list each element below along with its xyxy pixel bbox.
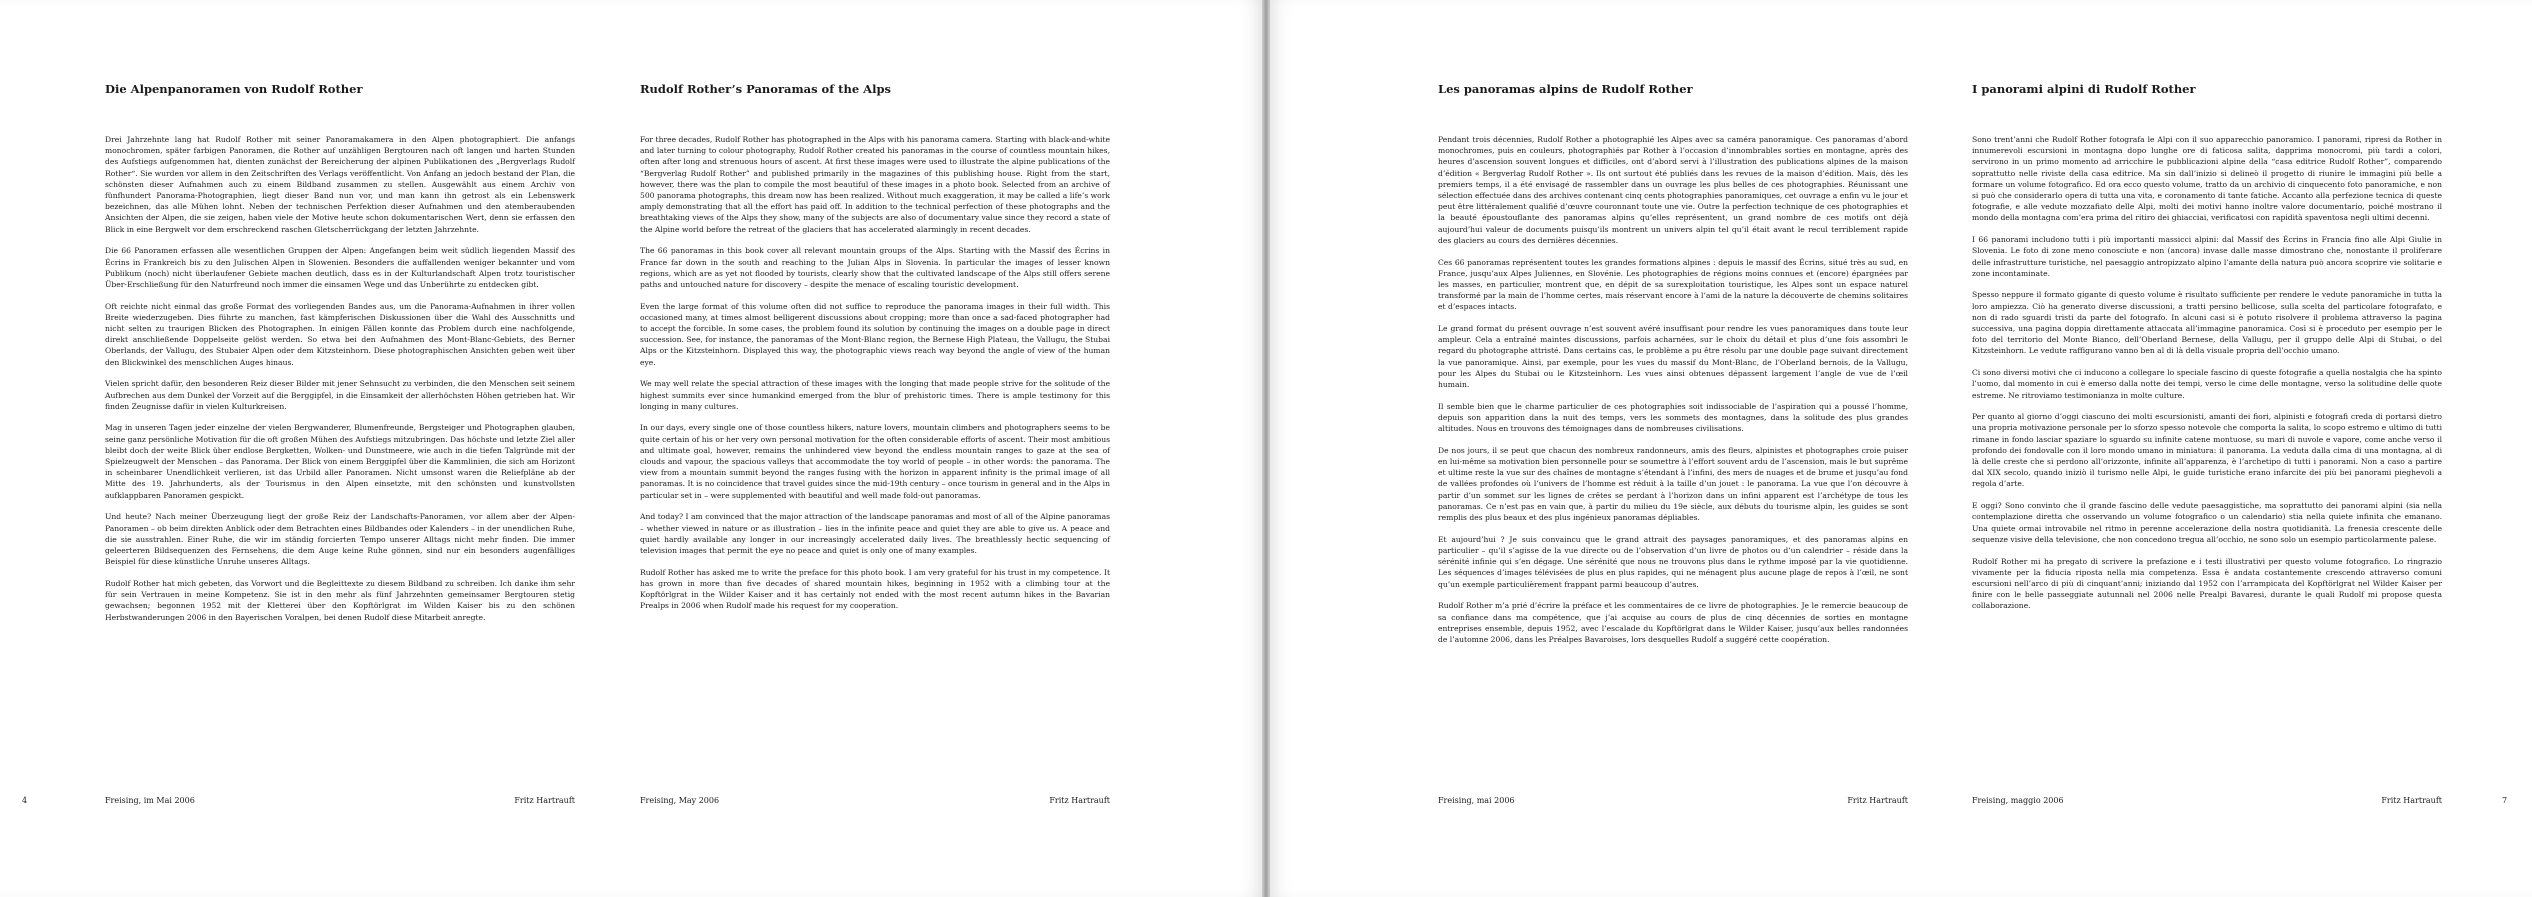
author: Fritz Hartrauft (1049, 796, 1110, 805)
author: Fritz Hartrauft (2381, 796, 2442, 805)
paragraph: We may well relate the special attraction of these images with the longing that made people strive for the solitude of the highest summits ever since humankind emerged from the blur of prehistoric times. There is ample testimony for this longing in many cultures. (640, 379, 1110, 411)
paragraph: De nos jours, il se peut que chacun des nombreux randonneurs, amis des fleurs, alpinistes et photographes croie puiser en lui-même sa motivation bien personnelle pour se soumettre à l’effort souvent ardu de l’ascension, mais le but suprême et ultime reste la vue sur des chaînes de montagne s’étendant à l’infini, des mers de nuages et de brume et jusqu’au fond de vallées profondes où l’univers de l’homme est réduit à la taille d’un jouet : le panorama. La vue que l’on découvre à partir d’un sommet sur les lignes de crêtes se perdant à l’horizon dans un infini apparent est l’archétype de tous les panoramas. Ce n’est pas en vain que, à partir du milieu du 19e siècle, aux débuts du tourisme alpin, les guides se sont remplis des plus beaux et des plus ingénieux panoramas dépliables. (1438, 445, 1908, 523)
paragraph: Vielen spricht dafür, den besonderen Reiz dieser Bilder mit jener Sehnsucht zu verbinden, die den Menschen seit seinem Aufbrechen aus dem Dunkel der Vorzeit auf die Berggipfel, in die Einsamkeit der allerhöchsten Höhen getrieben hat. Wir finden Zeugnisse dafür in vielen Kulturkreisen. (105, 379, 575, 411)
paragraph: Even the large format of this volume often did not suffice to reproduce the panorama images in their full width. This occasioned many, at times almost belligerent discussions about cropping; more than once a sad-faced photographer had to accept the forcible. In some cases, the problem found its solution by continuing the images on a double page in direct succession. See, for instance, the panoramas of the Mont-Blanc region, the Bernese High Plateau, the Vallugu, the Stubai Alps or the Kitzsteinhorn. Displayed this way, the photographic views reach way beyond the angle of view of the human eye. (640, 301, 1110, 367)
right-page (1266, 0, 2532, 897)
paragraph: E oggi? Sono convinto che il grande fascino delle vedute paesaggistiche, ma soprattutto dei panorami alpini (sia nella contemplazione diretta che osservando un volume fotografico o un calendario) stia nella quiete infinita che emanano. Una quiete ormai introvabile nel ritmo in perenne accelerazione della nostra quotidianità. La frenesia crescente delle sequenze visive della televisione, che non concedono tregua all’occhio, ne sono solo un esempio particolarmente palese. (1972, 501, 2442, 544)
paragraph: Spesso neppure il formato gigante di questo volume è risultato sufficiente per rendere le vedute panoramiche in tutta la loro ampiezza. Ciò ha generato diverse discussioni, a tratti persino bellicose, sulla scelta del particolare fotografato, e non di rado sguardi tristi da parte del fotografo. In alcuni casi si è potuto risolvere il problema attraverso la pagina successiva, una pagina doppia direttamente attaccata all’immagine panoramica. Così si è proceduto per esempio per le foto del territorio del Monte Bianco, dell’Oberland Bernese, della Vallugu, per il gruppo delle Alpi di Stubai, o del Kitzsteinhorn. Le vedute raffigurano vanno ben al di là della visuale propria dell’occhio umano. (1972, 290, 2442, 356)
column-title: Les panoramas alpins de Rudolf Rother (1438, 82, 1693, 96)
place-date: Freising, im Mai 2006 (105, 796, 195, 805)
column-french (1438, 82, 1908, 656)
author: Fritz Hartrauft (514, 796, 575, 805)
author: Fritz Hartrauft (1847, 796, 1908, 805)
paragraph: Il semble bien que le charme particulier de ces photographies soit indissociable de l’aspiration qui a poussé l’homme, depuis son apparition dans la nuit des temps, vers les sommets des montagnes, dans la solitude des plus grandes altitudes. Nous en trouvons des témoignages dans de nombreuses civilisations. (1438, 401, 1908, 434)
signature-line-italian (1972, 796, 2442, 805)
column-italian (1972, 82, 2442, 622)
paragraph: Ces 66 panoramas représentent toutes les grandes formations alpines : depuis le massif des Écrins, situé très au sud, en France, jusqu’aux Alpes Juliennes, en Slovénie. Les photographies de régions moins connues et (encore) épargnées par les masses, en particulier, montrent que, en dépit de sa surexploitation touristique, les Alpes sont un espace naturel transformé par la main de l’homme certes, mais réservant encore à l’ami de la nature la découverte de chemins solitaires et d’espaces intacts. (1438, 257, 1908, 312)
paragraph: Rudolf Rother mi ha pregato di scrivere la prefazione e i testi illustrativi per questo volume fotografico. Lo ringrazio vivamente per la fiducia riposta nella mia competenza. Essa è andata costantemente crescendo attraverso comuni escursioni nell’arco di più di cinquant’anni; iniziando dal 1952 con l’arrampicata del Kopftörlgrat nel Wilder Kaiser per finire con le belle passeggiate autunnali nel 2006 nelle Prealpi Bavaresi, durante le quali Rudolf mi propose questa collaborazione. (1972, 556, 2442, 611)
paragraph: For three decades, Rudolf Rother has photographed in the Alps with his panorama camera. Starting with black-and-white and later turning to colour photography, Rudolf Rother created his panoramas in the course of countless mountain hikes, often after long and strenuous hours of ascent. At first these images were used to illustrate the alpine publications of the “Bergverlag Rudolf Rother” and published primarily in the magazines of this publishing house. Right from the start, however, there was the plan to compile the most beautiful of these images in a photo book. Selected from an archive of 500 panorama photographs, this dream now has been realized. Without much exaggeration, it may be called a life’s work amply demonstrating that all the effort has paid off. In addition to the technical perfection of these photographs and the breathtaking views of the Alps they show, many of the subjects are also of documentary value since they record a state of the Alpine world before the retreat of the glaciers that has accelerated alarmingly in recent decades. (640, 135, 1110, 234)
paragraph: Le grand format du présent ouvrage n’est souvent avéré insuffisant pour rendre les vues panoramiques dans toute leur ampleur. Cela a entraîné maintes discussions, parfois acharnées, sur le choix du détail et plus d’une fois assombri le regard du photographe attristé. Dans certains cas, le problème a pu être résolu par une double page suivant directement la vue panoramique. Ainsi, par exemple, pour les vues du massif du Mont-Blanc, de l’Oberland bernois, de la Vallugu, pour les Alpes du Stubai ou le Kitzsteinhorn. Les vues ainsi obtenues dépassent largement l’angle de vue de l’œil humain. (1438, 324, 1908, 390)
column-german (105, 82, 575, 633)
place-date: Freising, maggio 2006 (1972, 796, 2064, 805)
paragraph: Rudolf Rother m’a prié d’écrire la préface et les commentaires de ce livre de photographies. Je le remercie beaucoup de sa confiance dans ma compétence, que j’ai acquise au cours de plus de cinq décennies de sorties en montagne entreprises ensemble, depuis 1952, avec l’escalade du Kopftörlgrat dans le Wilder Kaiser, jusqu’aux belles randonnées de l’automne 2006, dans les Préalpes Bavaroises, lors desquelles Rudolf a suggéré cette coopération. (1438, 601, 1908, 644)
paragraph: Die 66 Panoramen erfassen alle wesentlichen Gruppen der Alpen: Angefangen beim weit südlich liegenden Massif des Écrins in Frankreich bis zu den Julischen Alpen in Slowenien. Besonders die auffallenden weniger bekannter und vom Publikum (noch) nicht überlaufener Gebiete machen deutlich, dass es in der Kulturlandschaft Alpen trotz touristischer Über-Erschließung für den Naturfreund noch immer die einsamen Wege und das Unberührte zu entdecken gibt. (105, 246, 575, 289)
paragraph: Pendant trois décennies, Rudolf Rother a photographié les Alpes avec sa caméra panoramique. Ces panoramas d’abord monochromes, puis en couleurs, photographiés par Rother à l’occasion d’innombrables sorties en montagne, après des heures d’ascension souvent longues et difficiles, ont d’abord servi à l’illustration des publications alpines de la maison d’édition « Bergverlag Rudolf Rother ». Ils ont surtout été publiés dans les revues de la maison d’édition. Mais, dès les premiers temps, il a été envisagé de rassembler dans un ouvrage les plus belles de ces photographies. Réunissant une sélection effectuée dans des archives contenant cinq cents photographies panoramiques, cet ouvrage a enfin vu le jour et peut être littéralement qualifié d’œuvre couronnant toute une vie. Outre la perfection technique de ces photographies et la beauté époustouflante des panoramas alpins qu’elles représentent, un grand nombre de ces motifs ont déjà aujourd’hui valeur de documents puisqu’ils montrent un univers alpin tel qu’il était avant le recul terriblement rapide des glaciers au cours des dernières décennies. (1438, 135, 1908, 245)
column-title: I panorami alpini di Rudolf Rother (1972, 82, 2196, 96)
paragraph: Et aujourd’hui ? Je suis convaincu que le grand attrait des paysages panoramiques, et des panoramas alpins en particulier – qu’il s’agisse de la vue directe ou de l’observation d’un livre de photos ou d’un calendrier – réside dans la sérénité infinie qui s’en dégage. Une sérénité que nous ne trouvons plus dans le rythme imposé par la vie quotidienne. Les séquences d’images télévisées de plus en plus rapides, qui ne ménagent plus aucune plage de repos à l’œil, ne sont qu’un exemple particulièrement frappant parmi beaucoup d’autres. (1438, 534, 1908, 589)
book-gutter (1262, 0, 1270, 897)
signature-line-french (1438, 796, 1908, 805)
paragraph: Oft reichte nicht einmal das große Format des vorliegenden Bandes aus, um die Panorama-Aufnahmen in ihrer vollen Breite wiederzugeben. Dies führte zu manchen, fast kämpferischen Diskussionen über die Wahl des Ausschnitts und nicht selten zu traurigen Blicken des Photographen. In einigen Fällen konnte das Problem durch eine nachfolgende, direkt anschließende Doppelseite gelöst werden. So etwa bei den Aufnahmen des Mont-Blanc-Gebiets, des Berner Oberlands, der Vallugu, des Stubaier Alpen oder dem Kitzsteinhorn. Diese photographischen Ansichten geben weit über den Blickwinkel des menschlichen Auges hinaus. (105, 301, 575, 367)
paragraph: The 66 panoramas in this book cover all relevant mountain groups of the Alps. Starting with the Massif des Écrins in France far down in the south and reaching to the Julian Alps in Slovenia. In particular the images of lesser known regions, which are as yet not flooded by tourists, clearly show that the cultivated landscape of the Alps still offers serene paths and untouched nature for discovery – despite the menace of escaling touristic development. (640, 246, 1110, 289)
paragraph: Drei Jahrzehnte lang hat Rudolf Rother mit seiner Panoramakamera in den Alpen photographiert. Die anfangs monochromen, später farbigen Panoramen, die Rother auf unzähligen Bergtouren nach oft langen und harten Stunden des Aufstiegs aufgenommen hat, dienten zunächst der Bereicherung der alpinen Publikationen des „Bergverlags Rudolf Rother“. Sie wurden vor allem in den Zeitschriften des Verlags veröffentlicht. Von Anfang an jedoch bestand der Plan, die schönsten dieser Aufnahmen auch zu einem Bildband zusammen zu stellen. Ausgewählt aus einem Archiv von fünfhundert Panorama-Photographien, liegt dieser Band nun vor, und man kann ihn getrost als ein Lebenswerk bezeichnen, das alle Mühen lohnt. Neben der technischen Perfektion dieser Aufnahmen und den atemberaubenden Ansichten der Alpen, die sie zeigen, haben viele der Motive heute schon dokumentarischen Wert, denn sie erfassen den Blick in eine Bergwelt vor dem erschreckend raschen Gletscherrückgang der letzten Jahrzehnte. (105, 135, 575, 234)
paragraph: Rudolf Rother has asked me to write the preface for this photo book. I am very grateful for his trust in my competence. It has grown in more than five decades of shared mountain hikes, beginning in 1952 with a climbing tour at the Kopftörlgrat in the Wilder Kaiser and it has certainly not ended with the most recent autumn hikes in the Bavarian Prealps in 2006 when Rudolf made his request for my cooperation. (640, 567, 1110, 611)
paragraph: I 66 panorami includono tutti i più importanti massicci alpini: dal Massif des Écrins in Francia fino alle Alpi Giulie in Slovenia. Le foto di zone meno conosciute e non (ancora) invase dalle masse dimostrano che, nonostante il proliferare delle infrastrutture turistiche, nel paesaggio antropizzato alpino l’amante della natura può ancora scoprire vie solitarie e zone incontaminate. (1972, 235, 2442, 278)
paragraph: In our days, every single one of those countless hikers, nature lovers, mountain climbers and photographers seems to be quite certain of his or her very own personal motivation for the often considerable efforts of ascent. Their most ambitious and ultimate goal, however, remains the unhindered view beyond the endless mountain ranges to gaze at the sea of clouds and vapour, the spacious valleys that accommodate the toy world of people – in other words: the panorama. The view from a mountain summit beyond the ranges fusing with the horizon in apparent infinity is the primal image of all panoramas. It is no coincidence that travel guides since the mid-19th century – once tourism in general and in the Alps in particular set in – were supplemented with beautiful and well made fold-out panoramas. (640, 423, 1110, 500)
paragraph: Und heute? Nach meiner Überzeugung liegt der große Reiz der Landschafts-Panoramen, vor allem aber der Alpen-Panoramen – ob beim direkten Anblick oder dem Betrachten eines Bildbandes oder Kalenders – in der unendlichen Ruhe, die sie ausstrahlen. Einer Ruhe, die wir im ständig forcierten Tempo unserer Alltags nicht mehr finden. Die immer geleerteren Bildsequenzen des Fernsehens, die dem Auge keine Ruhe gönnen, sind nur ein besonders augenfälliges Beispiel für diese künstliche Unruhe unseres Alltags. (105, 512, 575, 567)
paragraph: Rudolf Rother hat mich gebeten, das Vorwort und die Begleittexte zu diesem Bildband zu schreiben. Ich danke ihm sehr für sein Vertrauen in meine Kompetenz. Sie ist in den mehr als fünf Jahrzehnten gemeinsamer Bergtouren stetig gewachsen; begonnen 1952 mit der Kletterei über den Kopftörlgrat im Wilden Kaiser bis zu den schönen Herbstwanderungen 2006 in den Bayerischen Voralpen, bei denen Rudolf diese Mitarbeit anregte. (105, 578, 575, 622)
paragraph: Mag in unseren Tagen jeder einzelne der vielen Bergwanderer, Blumenfreunde, Bergsteiger und Photographen glauben, seine ganz persönliche Motivation für die oft großen Mühen des Aufstiegs mitzubringen. Das höchste und letzte Ziel aller bleibt doch der weite Blick über endlose Bergketten, Wolken- und Dunstmeere, wie auch in die tiefen Talgründe mit der Spielzeugwelt der Menschen – das Panorama. Der Blick von einem Berggipfel über die Kammlinien, die sich am Horizont in scheinbarer Unendlichkeit verlieren, ist das Urbild aller Panoramen. Nicht umsonst waren die Reliefpläne ab der Mitte des 19. Jahrhunderts, als der Tourismus in den Alpen einsetzte, mit den schönsten und kunstvollsten aufklappbaren Panoramen gespickt. (105, 423, 575, 500)
signature-line-english (640, 796, 1110, 805)
place-date: Freising, May 2006 (640, 796, 720, 805)
page-number-right: 7 (2502, 796, 2508, 805)
column-title: Rudolf Rother’s Panoramas of the Alps (640, 82, 891, 96)
paragraph: Ci sono diversi motivi che ci inducono a collegare lo speciale fascino di queste fotografie a quella nostalgia che ha spinto l’uomo, dal momento in cui è emerso dalla notte dei tempi, verso le cime delle montagne, verso la solitudine delle quote estreme. Ne ritroviamo testimonianza in molte culture. (1972, 368, 2442, 400)
paragraph: And today? I am convinced that the major attraction of the landscape panoramas and most of all of the Alpine panoramas – whether viewed in nature or as illustration – lies in the infinite peace and quiet they are able to give us. A peace and quiet hardly available any longer in our increasingly accelerated daily lives. The breathlessly hectic sequencing of television images that permit the eye no peace and quiet is only one of many examples. (640, 512, 1110, 555)
page-number-left: 4 (22, 796, 28, 805)
column-title: Die Alpenpanoramen von Rudolf Rother (105, 82, 363, 96)
place-date: Freising, mai 2006 (1438, 796, 1515, 805)
column-english (640, 82, 1110, 622)
signature-line-german (105, 796, 575, 805)
paragraph: Per quanto al giorno d’oggi ciascuno dei molti escursionisti, amanti dei fiori, alpinisti e fotografi creda di portarsi dietro una propria motivazione personale per lo sforzo spesso notevole che comporta la salita, lo scopo estremo e ultimo di tutti rimane in fondo lasciar spaziare lo sguardo su infinite catene montuose, su mari di nuvole e vapore, come anche verso il profondo dei fondovalle con il loro mondo umano in miniatura: il panorama. La veduta dalla cima di una montagna, al di là delle creste che si perdono all’orizzonte, infinite all’apparenza, è l’archetipo di tutti i panorami. Non a caso a partire dal XIX secolo, quando iniziò il turismo nelle Alpi, le guide turistiche erano infarcite dei più bei panorami pieghevoli a regola d’arte. (1972, 412, 2442, 489)
paragraph: Sono trent’anni che Rudolf Rother fotografa le Alpi con il suo apparecchio panoramico. I panorami, ripresi da Rother in innumerevoli escursioni in montagna dopo lunghe ore di faticosa salita, dapprima monocromi, più tardi a colori, servirono in un primo momento ad arricchire le pubblicazioni alpine della “casa editrice Rudolf Rother”, comparendo soprattutto nelle riviste della casa editrice. Ma sin dall’inizio si delineò il progetto di riunire le immagini più belle a formare un volume fotografico. Ed ora ecco questo volume, tratto da un archivio di cinquecento foto panoramiche, e non si può che considerarlo opera di tutta una vita, e coronamento di tante fatiche. Accanto alla perfezione tecnica di queste fotografie, e alle vedute mozzafiato delle Alpi, molti dei motivi hanno inoltre valore documentario, poiché mostrano il mondo della montagna com’era prima del ritiro dei ghiacciai, verificatosi con rapidità spaventosa negli ultimi decenni. (1972, 135, 2442, 223)
